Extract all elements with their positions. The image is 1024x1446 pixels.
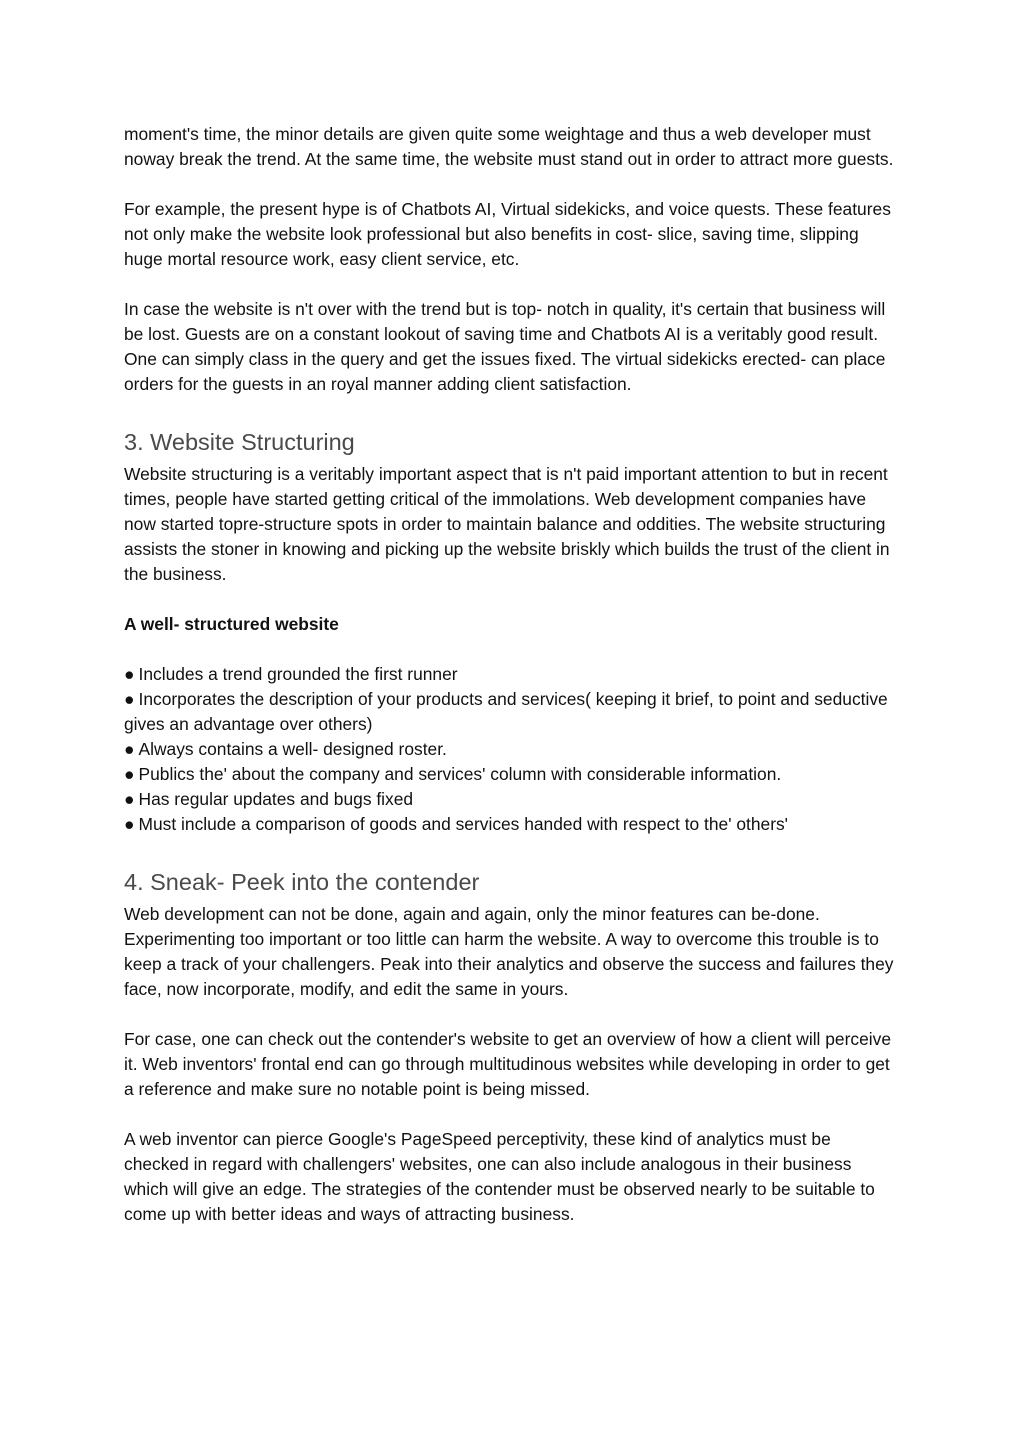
list-item [124,812,900,837]
bullet-icon: ● [124,664,135,684]
list-item-text: Has regular updates and bugs fixed [138,789,414,809]
section-4-heading: 4. Sneak- Peek into the contender [124,869,480,895]
list-item-text: Publics the' about the company and services' column with considerable information. [138,764,782,784]
structure-bullet-list [124,662,900,837]
list-item [124,762,900,787]
bullet-icon: ● [124,739,135,759]
intro-paragraph-3: In case the website is n't over with the trend but is top- notch in quality, it's certain that business will be lost. Guests are on a constant lookout of saving time and Chatbots AI is a veritably good result. One can simply class in the query and get the issues fixed. The virtual sidekicks erected- can place orders for the guests in an royal manner adding client satisfaction. [124,299,886,394]
list-item [124,687,900,737]
list-item [124,662,900,687]
section-3-subheading: A well- structured website [124,614,339,634]
list-item [124,787,900,812]
list-item-text: Must include a comparison of goods and services handed with respect to the' others' [138,814,789,834]
bullet-icon: ● [124,789,135,809]
section-3-paragraph: Website structuring is a veritably important aspect that is n't paid important attention to but in recent times, people have started getting critical of the immolations. Web development companies have now started topre-structure spots in order to maintain balance and oddities. The website structuring assists the stoner in knowing and picking up the website briskly which builds the trust of the client in the business. [124,464,890,584]
list-item-text: Includes a trend grounded the first runner [138,664,458,684]
document-body [124,122,900,1252]
list-item-text: Incorporates the description of your products and services( keeping it brief, to point and seductive gives an advantage over others) [124,689,888,734]
bullet-icon: ● [124,689,135,709]
intro-paragraph-2: For example, the present hype is of Chatbots AI, Virtual sidekicks, and voice quests. These features not only make the website look professional but also benefits in cost- slice, saving time, slipping huge mortal resource work, easy client service, etc. [124,199,891,269]
intro-paragraph-1: moment's time, the minor details are given quite some weightage and thus a web developer must noway break the trend. At the same time, the website must stand out in order to attract more guests. [124,124,894,169]
section-3-heading: 3. Website Structuring [124,429,355,455]
bullet-icon: ● [124,764,135,784]
bullet-icon: ● [124,814,135,834]
list-item [124,737,900,762]
section-4-paragraph-2: For case, one can check out the contender's website to get an overview of how a client will perceive it. Web inventors' frontal end can go through multitudinous websites while developing in order to get a reference and make sure no notable point is being missed. [124,1029,891,1099]
section-4-paragraph-3: A web inventor can pierce Google's PageSpeed perceptivity, these kind of analytics must be checked in regard with challengers' websites, one can also include analogous in their business which will give an edge. The strategies of the contender must be observed nearly to be suitable to come up with better ideas and ways of attracting business. [124,1129,875,1224]
section-4-paragraph-1: Web development can not be done, again and again, only the minor features can be-done. Experimenting too important or too little can harm the website. A way to overcome this trouble is to keep a track of your challengers. Peak into their analytics and observe the success and failures they face, now incorporate, modify, and edit the same in yours. [124,904,894,999]
list-item-text: Always contains a well- designed roster. [138,739,447,759]
